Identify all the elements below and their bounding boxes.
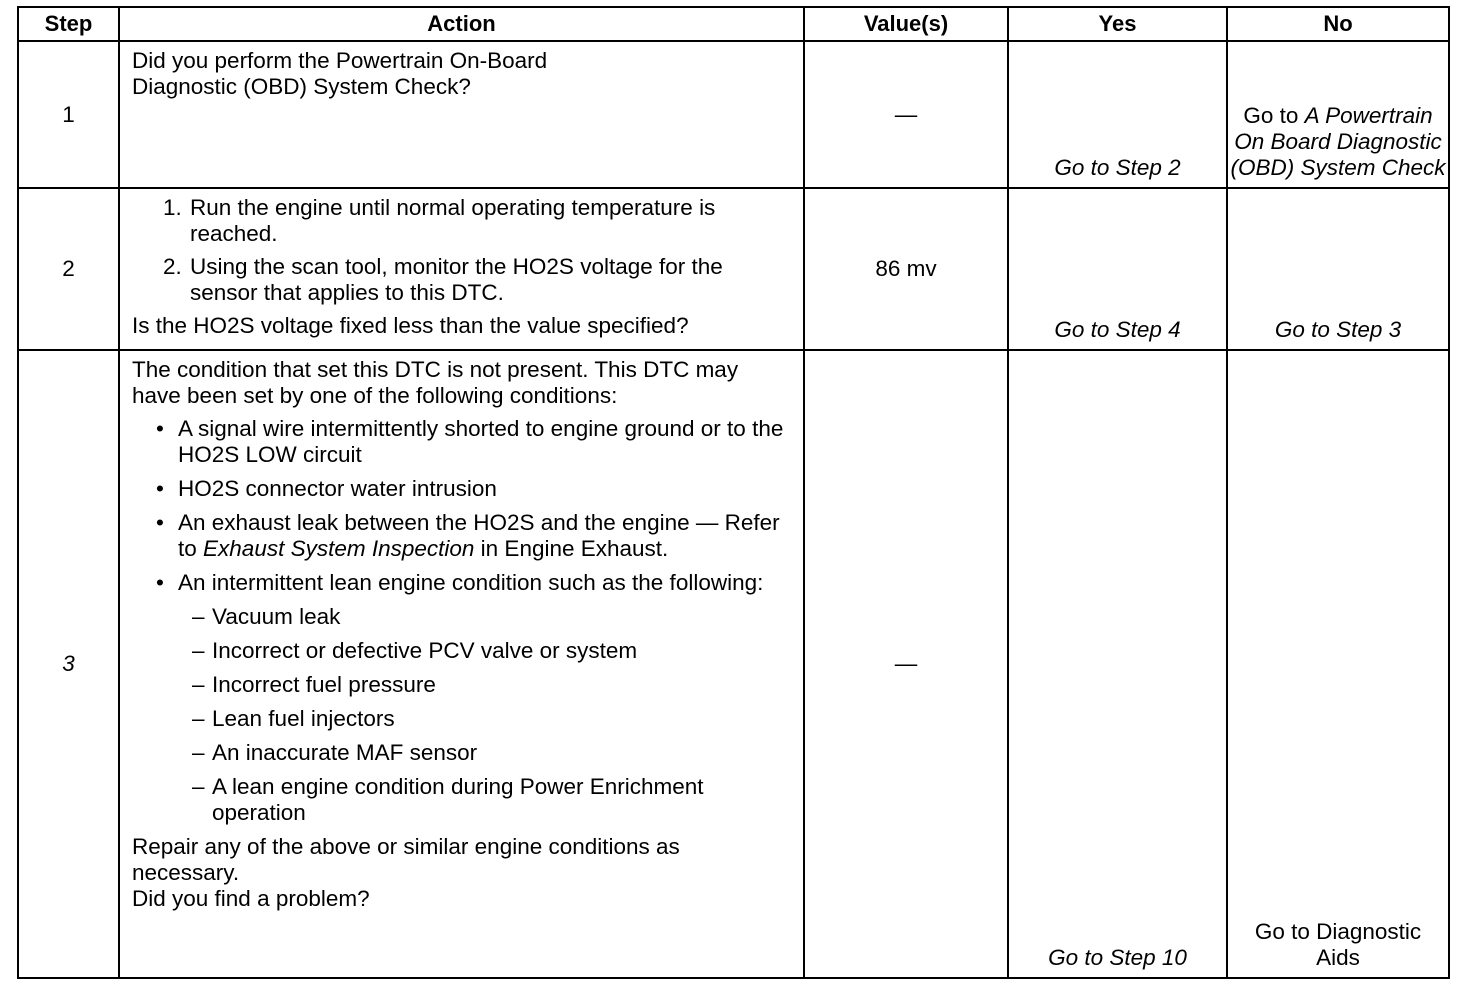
exhaust-suffix: in Engine Exhaust. [474, 536, 669, 561]
header-no: No [1227, 7, 1449, 41]
sub-item: – A lean engine condition during Power Enrichment operation [212, 774, 793, 826]
header-action: Action [119, 7, 804, 41]
intro-text: The condition that set this DTC is not present. This DTC may have been set by one of the following conditions: [132, 357, 739, 408]
table-row [18, 350, 1449, 978]
yes-cell[interactable]: Go to Step 2 [1008, 41, 1227, 188]
numbered-steps [132, 195, 793, 306]
action-cell [119, 188, 804, 350]
step-number: 1 [18, 41, 119, 188]
step-item: 2. Using the scan tool, monitor the HO2S voltage for the sensor that applies to this DTC. [188, 254, 793, 306]
sub-item: – Incorrect fuel pressure [212, 672, 793, 698]
sub-item: – An inaccurate MAF sensor [212, 740, 793, 766]
sub-item: – Lean fuel injectors [212, 706, 793, 732]
value-cell: 86 mv [804, 188, 1008, 350]
yes-cell[interactable]: Go to Step 4 [1008, 188, 1227, 350]
sub-item: – Incorrect or defective PCV valve or system [212, 638, 793, 664]
question: Did you find a problem? [132, 886, 370, 911]
value-cell: — [804, 41, 1008, 188]
header-row [18, 7, 1449, 41]
step-number: 2 [18, 188, 119, 350]
condition-list [132, 416, 793, 826]
action-cell [119, 41, 804, 188]
no-link[interactable]: A Powertrain On Board Diagnostic (OBD) System Check [1230, 103, 1446, 180]
no-prefix: Go to [1243, 103, 1299, 128]
condition-item [178, 510, 793, 562]
step-number: 3 [18, 350, 119, 978]
condition-item [178, 570, 793, 826]
table-row [18, 188, 1449, 350]
diagnostic-table [17, 6, 1450, 979]
yes-cell[interactable]: Go to Step 10 [1008, 350, 1227, 978]
action-cell [119, 350, 804, 978]
table-row [18, 41, 1449, 188]
header-yes: Yes [1008, 7, 1227, 41]
no-cell[interactable]: Go to Diagnostic Aids [1227, 350, 1449, 978]
no-cell[interactable]: Go to Step 3 [1227, 188, 1449, 350]
lean-text: An intermittent lean engine condition such as the following: [178, 570, 764, 595]
repair-text: Repair any of the above or similar engine conditions as necessary. [132, 834, 680, 885]
sub-item: – Vacuum leak [212, 604, 793, 630]
step-item: 1. Run the engine until normal operating temperature is reached. [188, 195, 793, 247]
exhaust-link[interactable]: Exhaust System Inspection [203, 536, 475, 561]
value-cell: — [804, 350, 1008, 978]
question: Is the HO2S voltage fixed less than the value specified? [132, 313, 689, 338]
header-step: Step [18, 7, 119, 41]
condition-item: • HO2S connector water intrusion [178, 476, 793, 502]
condition-item: • A signal wire intermittently shorted to engine ground or to the HO2S LOW circuit [178, 416, 793, 468]
no-cell[interactable] [1227, 41, 1449, 188]
header-values: Value(s) [804, 7, 1008, 41]
sub-condition-list [178, 604, 793, 826]
exhaust-prefix: An exhaust leak between the HO2S and the engine — Refer to [178, 510, 780, 561]
action-text: Did you perform the Powertrain On-Board Diagnostic (OBD) System Check? [132, 48, 548, 99]
